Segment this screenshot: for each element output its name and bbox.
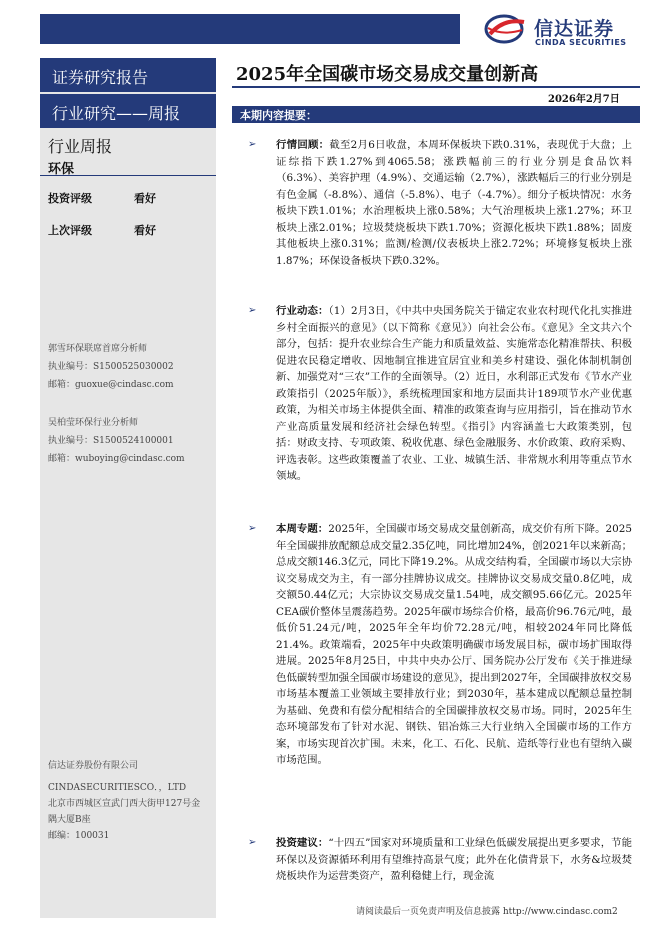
rating-value: 看好 xyxy=(134,224,156,237)
weekly-label: 行业周报 xyxy=(40,130,216,176)
company-name-cn: 信达证券股份有限公司 xyxy=(48,761,139,771)
rating-label: 投资评级 xyxy=(48,192,92,205)
company-postcode: 邮编：100031 xyxy=(48,831,110,841)
header-bar xyxy=(40,14,460,44)
report-date: 2026年2月7日 xyxy=(548,94,620,105)
analyst-email[interactable]: 邮箱：guoxue@cindasc.com xyxy=(48,380,174,390)
section-lead: 本周专题： xyxy=(276,523,329,535)
bullet-arrow-icon: ➢ xyxy=(248,139,257,150)
analyst-cert: 执业编号：S1500525030002 xyxy=(48,362,174,372)
analyst-title: 吴柏莹环保行业分析师 xyxy=(48,418,139,428)
brand-name-en: CINDA SECURITIES xyxy=(535,38,627,47)
section-lead: 行业动态： xyxy=(276,305,329,317)
analyst-card xyxy=(48,414,185,468)
previous-rating xyxy=(48,222,156,238)
section-lead: 投资建议： xyxy=(276,837,329,849)
section-industry-news xyxy=(276,303,632,485)
bullet-arrow-icon: ➢ xyxy=(248,523,257,534)
brand-name-cn: 信达证券 xyxy=(534,18,615,40)
brand-mark-icon xyxy=(484,14,528,44)
company-address: 北京市西城区宣武门西大街甲127号金隅大厦B座 xyxy=(48,799,201,825)
analyst-email[interactable]: 邮箱：wuboying@cindasc.com xyxy=(48,454,185,464)
rating-value: 看好 xyxy=(134,192,156,205)
summary-header: 本期内容提要： xyxy=(232,106,640,123)
title-divider xyxy=(232,86,640,88)
analyst-cert: 执业编号：S1500524100001 xyxy=(48,436,174,446)
section-text: 2025年，全国碳市场交易成交量创新高，成交价有所下降。2025年全国碳排放配额总成交量2.35亿吨，同比增加24%，创2021年以来新高；总成交额146.3亿元，同比下降19.2%。从成交结构看，全国碳市场以大宗协议交易成交为主，有一部分挂牌协议成交。挂牌协议交易成交量0.8亿吨，成交额50.44亿元；大宗协议交易成交量1.54吨，成交额95.66亿元。2025年CEA碳价整体呈震荡趋势。2025年碳市场综合价格，最高价96.76元/吨，最低价51.24元/吨，2025年全年均价72.28元/吨，相较2024年同比降低21.4%。政策端看，2025年中央政策明确碳市场发展目标，碳市场扩围取得进展。2025年8月25日，中共中央办公厅、国务院办公厅发布《关于推进绿色低碳转型加强全国碳市场建设的意见》，提出到2027年，全国碳排放权交易市场基本覆盖工业领域主要排放行业；到2030年，基本建成以配额总量控制为基础、免费和有偿分配相结合的全国碳排放权交易市场。同时，2025年生态环境部发布了针对水泥、钢铁、铝冶炼三大行业纳入全国碳市场的工作方案，市场实现首次扩围。未来，化工、石化、民航、造纸等行业也有望纳入碳市场范围。 xyxy=(276,523,632,766)
page-footer: 请阅读最后一页免责声明及信息披露 http://www.cindasc.com2 xyxy=(356,907,618,917)
company-info xyxy=(48,758,208,844)
report-type-label: 证券研究报告 xyxy=(40,58,216,92)
sector-label: 环保 xyxy=(48,162,75,177)
section-lead: 行情回顾： xyxy=(276,139,330,151)
research-type-label: 行业研究——周报 xyxy=(40,94,216,128)
company-name-en: CINDASECURITIESCO．，LTD xyxy=(48,783,187,793)
rating-label: 上次评级 xyxy=(48,224,92,237)
analyst-card xyxy=(48,340,174,394)
sidebar xyxy=(40,58,216,918)
bullet-arrow-icon: ➢ xyxy=(248,305,257,316)
section-market-review xyxy=(276,137,632,269)
section-weekly-topic xyxy=(276,521,632,769)
section-investment-advice xyxy=(276,835,632,885)
investment-rating xyxy=(48,190,156,206)
brand-logo xyxy=(484,12,644,50)
analyst-title: 郭雪环保联席首席分析师 xyxy=(48,344,148,354)
bullet-arrow-icon: ➢ xyxy=(248,837,257,848)
section-text: 截至2月6日收盘，本周环保板块下跌0.31%，表现优于大盘；上证综指下跌1.27%到4065.58；涨跌幅前三的行业分别是食品饮料（6.3%）、美容护理（4.9%）、交通运输（2.7%），涨跌幅后三的行业分别是有色金属（-8.8%）、通信（-5.8%）、电子（-4.7%）。细分子板块情况：水务板块下跌1.01%；水治理板块上涨0.58%；大气治理板块上涨1.27%；环卫板块上涨2.01%；垃圾焚烧板块下跌1.70%；资源化板块下跌1.88%；固废其他板块上涨0.31%；监测/检测/仪表板块上涨2.72%；环境修复板块上涨1.87%；环保设备板块下跌0.32%。 xyxy=(276,139,633,267)
section-text: （1）2月3日，《中共中央国务院关于锚定农业农村现代化扎实推进乡村全面振兴的意见》（以下简称《意见》）向社会公布。《意见》全文共六个部分，包括：提升农业综合生产能力和质量效益、实施常态化精准帮扶、积极促进农民稳定增收、因地制宜推进宜居宜业和美乡村建设、强化体制机制创新、加强党对“三农”工作的全面领导。（2）近日，水利部正式发布《节水产业政策指引（2025年版）》，系统梳理国家和地方层面共计189项节水产业优惠政策，为相关市场主体提供全面、精准的政策查询与应用指引，旨在推动节水产业高质量发展和经济社会绿色转型。《指引》内容涵盖七大政策类别，包括：财政支持、专项政策、税收优惠、绿色金融服务、水价政策、政府采购、评选表彰。这些政策覆盖了农业、工业、城镇生活、非常规水利用等重点节水领域。 xyxy=(276,305,632,482)
section-text: “十四五”国家对环境质量和工业绿色低碳发展提出更多要求，节能环保以及资源循环利用有望维持高景气度；此外在化债背景下，水务&垃圾焚烧板块作为运营类资产，盈利稳健上行，现金流 xyxy=(276,837,633,882)
document-title: 2025年全国碳市场交易成交量创新高 xyxy=(236,64,539,85)
